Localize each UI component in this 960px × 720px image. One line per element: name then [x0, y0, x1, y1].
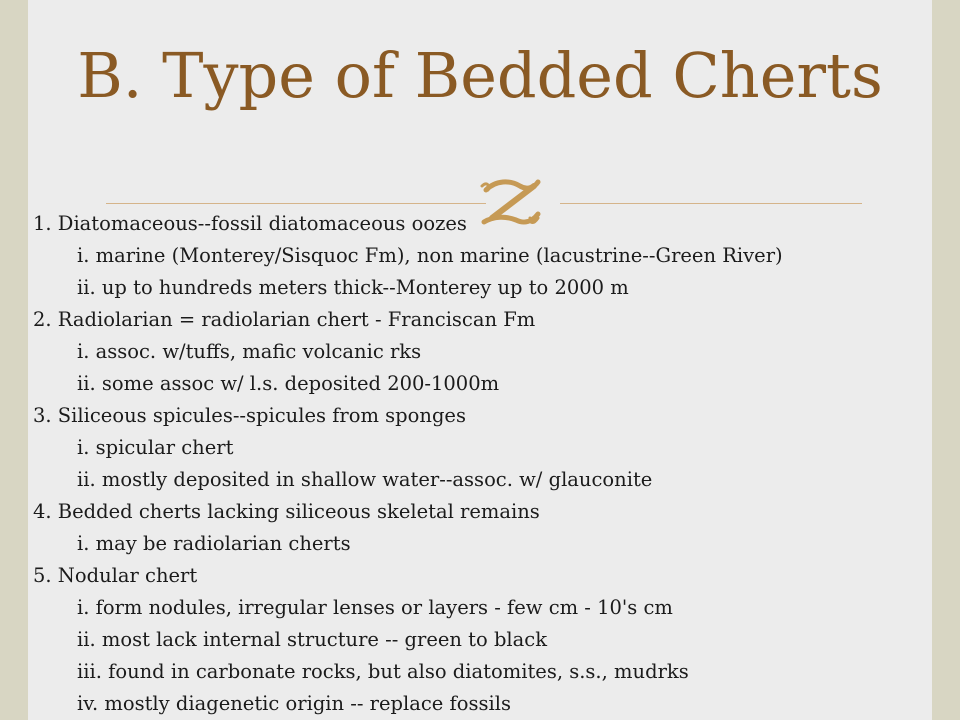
sub-bullet-line: i. may be radiolarian cherts: [77, 532, 351, 555]
bullet-line: 4. Bedded cherts lacking siliceous skeletal remains: [33, 500, 540, 523]
sub-bullet-line: iii. found in carbonate rocks, but also diatomites, s.s., mudrks: [77, 660, 689, 683]
sub-bullet-line: ii. most lack internal structure -- green to black: [77, 628, 548, 651]
sub-bullet-line: i. form nodules, irregular lenses or layers - few cm - 10's cm: [77, 596, 673, 619]
bullet-line: 5. Nodular chert: [33, 564, 198, 587]
sub-bullet-line: ii. some assoc w/ l.s. deposited 200-1000m: [77, 372, 500, 395]
sub-bullet-line: iv. mostly diagenetic origin -- replace fossils: [77, 692, 511, 715]
slide: [28, 0, 932, 720]
sub-bullet-line: i. assoc. w/tuffs, mafic volcanic rks: [77, 340, 422, 363]
bullet-line: 2. Radiolarian = radiolarian chert - Franciscan Fm: [33, 308, 536, 331]
sub-bullet-line: ii. mostly deposited in shallow water--assoc. w/ glauconite: [77, 468, 653, 491]
bullet-line: 3. Siliceous spicules--spicules from sponges: [33, 404, 466, 427]
slide-title: B. Type of Bedded Cherts: [77, 39, 883, 112]
sub-bullet-line: ii. up to hundreds meters thick--Monterey up to 2000 m: [77, 276, 629, 299]
divider-left: [106, 203, 486, 204]
divider-right: [560, 203, 862, 204]
sub-bullet-line: i. spicular chert: [77, 436, 234, 459]
bullet-line: 1. Diatomaceous--fossil diatomaceous oozes: [33, 212, 467, 235]
slide-body: [33, 208, 929, 720]
sub-bullet-line: i. marine (Monterey/Sisquoc Fm), non marine (lacustrine--Green River): [77, 244, 783, 267]
